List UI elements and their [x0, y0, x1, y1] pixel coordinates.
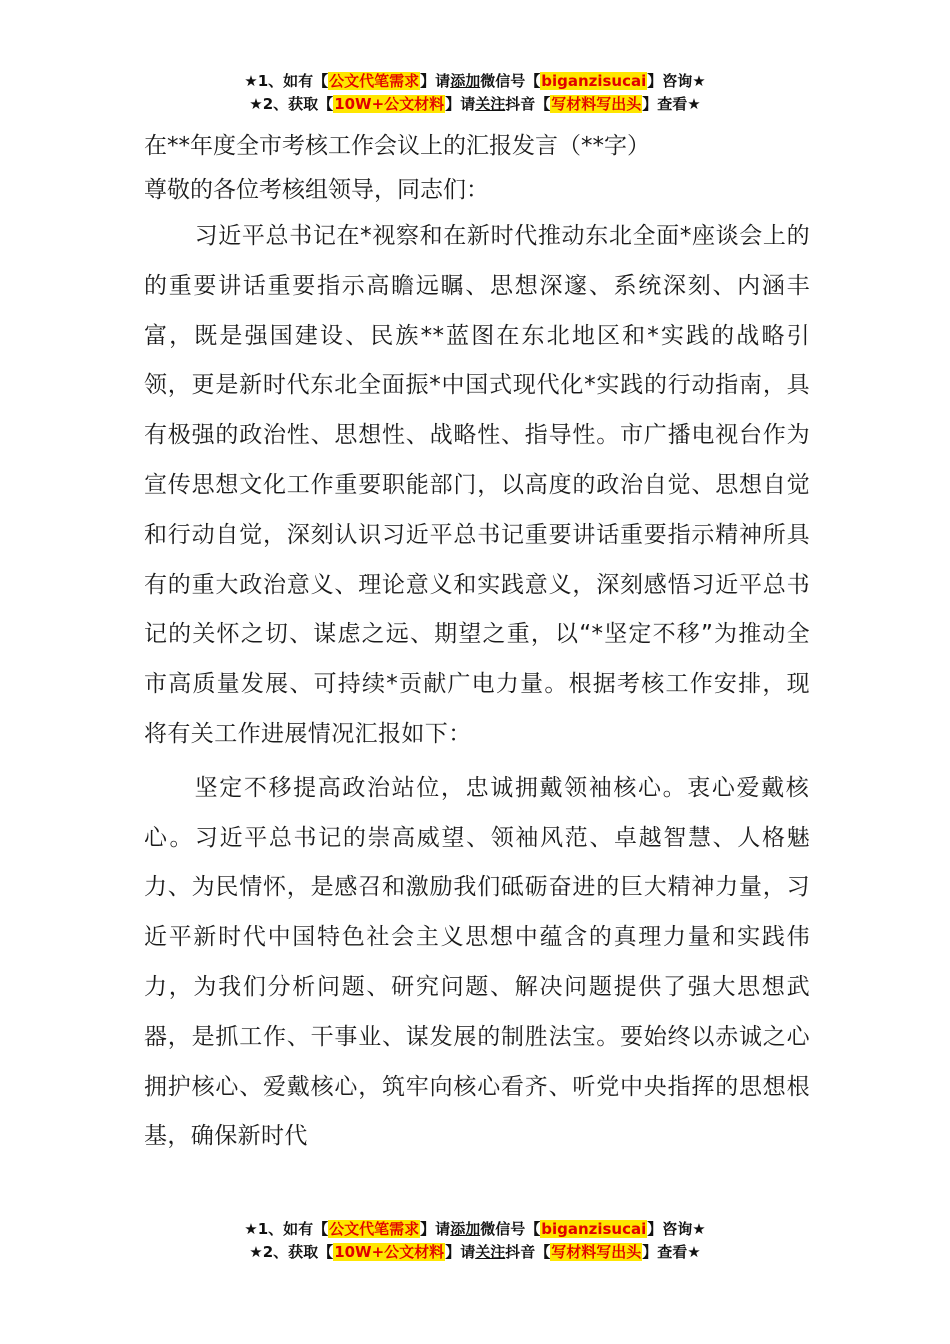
- douyin-account-highlight: 写材料写出头: [551, 95, 642, 113]
- paragraph-2: [144, 764, 810, 1162]
- banner-text: 抖音【: [505, 1243, 551, 1261]
- banner-underlined-text: 关注: [475, 1243, 506, 1261]
- top-banner: [0, 70, 950, 116]
- banner-text: ★1、如有【: [244, 1220, 329, 1238]
- banner-underlined-text: 添加: [450, 1220, 481, 1238]
- banner-text: 】查看★: [642, 95, 701, 113]
- banner-text: 】咨询★: [647, 72, 706, 90]
- banner-text: ★1、如有【: [244, 72, 329, 90]
- paragraph-1: 习近平总书记在*视察和在新时代推动东北全面*座谈会上的的重要讲话重要指示高瞻远瞩、思想深邃、系统深刻、内涵丰富，既是强国建设、民族**蓝图在东北地区和*实践的战略引领，更是新时代东北全面振*中国式现代化*实践的行动指南，具有极强的政治性、思想性、战略性、指导性。市广播电视台作为宣传思想文化工作重要职能部门，以高度的政治自觉、思想自觉和行动自觉，深刻认识习近平总书记重要讲话重要指示精神所具有的重大政治意义、理论意义和实践意义，深刻感悟习近平总书记的关怀之切、谋虑之远、期望之重，以“*坚定不移”为推动全市高质量发展、可持续*贡献广电力量。根据考核工作安排，现将有关工作进展情况汇报如下：: [144, 223, 810, 747]
- banner-text: 】查看★: [642, 1243, 701, 1261]
- document-body: [144, 124, 810, 1162]
- banner-text: ★2、获取【: [249, 1243, 334, 1261]
- banner-underlined-text: 关注: [475, 95, 506, 113]
- paragraph-2-lead: 坚定不移提高政治站位，忠诚拥戴领袖核心。衷心爱戴核心。: [144, 774, 810, 851]
- paragraph-2-body: 习近平总书记的崇高威望、领袖风范、卓越智慧、人格魅力、为民情怀，是感召和激励我们砥砺奋进的巨大精神力量，习近平新时代中国特色社会主义思想中蕴含的真理力量和实践伟力，为我们分析问题、研究问题、解决问题提供了强大思想武器，是抓工作、干事业、谋发展的制胜法宝。要始终以赤诚之心拥护核心、爱戴核心，筑牢向核心看齐、听党中央指挥的思想根基，确保新时代: [144, 824, 811, 1150]
- banner-text: 微信号【: [480, 1220, 541, 1238]
- banner-text: ★2、获取【: [249, 95, 334, 113]
- bottom-banner-line-2: [0, 1241, 950, 1264]
- banner-text: 】请: [445, 1243, 476, 1261]
- banner-text: 】请: [445, 95, 476, 113]
- bottom-banner-line-1: [0, 1218, 950, 1241]
- banner-highlight: 公文代笔需求: [329, 1220, 420, 1238]
- banner-text: 】请: [420, 1220, 451, 1238]
- banner-underlined-text: 添加: [450, 72, 481, 90]
- wechat-id-highlight: biganzisucai: [541, 1220, 647, 1238]
- wechat-id-highlight: biganzisucai: [541, 72, 647, 90]
- salutation: 尊敬的各位考核组领导，同志们：: [144, 177, 489, 203]
- bottom-banner: [0, 1218, 950, 1264]
- banner-highlight: 公文代笔需求: [329, 72, 420, 90]
- banner-text: 】咨询★: [647, 1220, 706, 1238]
- top-banner-line-2: [0, 93, 950, 116]
- douyin-account-highlight: 写材料写出头: [551, 1243, 642, 1261]
- banner-highlight: 10W+公文材料: [334, 95, 445, 113]
- banner-text: 抖音【: [505, 95, 551, 113]
- banner-text: 】请: [420, 72, 451, 90]
- document-title: 在**年度全市考核工作会议上的汇报发言（**字）: [144, 133, 650, 159]
- top-banner-line-1: [0, 70, 950, 93]
- banner-highlight: 10W+公文材料: [334, 1243, 445, 1261]
- banner-text: 微信号【: [480, 72, 541, 90]
